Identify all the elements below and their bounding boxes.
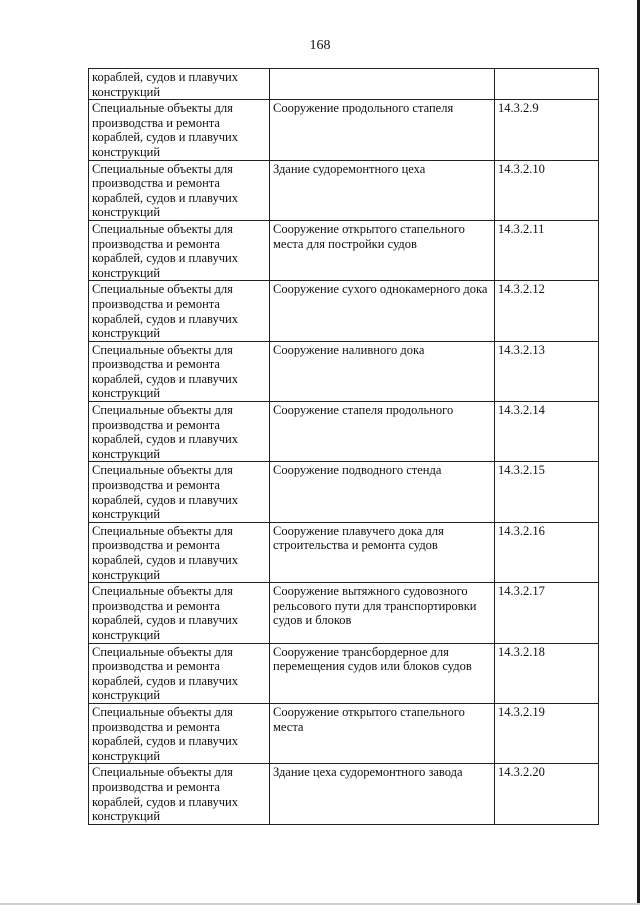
object-name-cell: Сооружение сухого однокамерного дока [270,281,495,341]
category-cell: Специальные объекты для производства и ремонта кораблей, судов и плавучих конструкций [89,220,270,280]
category-cell: Специальные объекты для производства и ремонта кораблей, судов и плавучих конструкций [89,764,270,824]
object-name-cell: Сооружение открытого стапельного места для постройки судов [270,220,495,280]
table-row-continuation [89,69,599,100]
objects-table [88,68,599,825]
object-name-cell: Сооружение плавучего дока для строительства и ремонта судов [270,522,495,582]
table-row [89,643,599,703]
object-code-cell: 14.3.2.14 [495,402,599,462]
object-name-cell: Сооружение трансбордерное для перемещения судов или блоков судов [270,643,495,703]
object-name-cell: Сооружение продольного стапеля [270,100,495,160]
category-cell: Специальные объекты для производства и ремонта кораблей, судов и плавучих конструкций [89,462,270,522]
object-name-cell: Сооружение наливного дока [270,341,495,401]
category-cell: кораблей, судов и плавучих конструкций [89,69,270,100]
object-name-cell: Сооружение открытого стапельного места [270,703,495,763]
table-row [89,583,599,643]
object-name-cell: Сооружение стапеля продольного [270,402,495,462]
object-code-cell: 14.3.2.19 [495,703,599,763]
table-row [89,522,599,582]
category-cell: Специальные объекты для производства и ремонта кораблей, судов и плавучих конструкций [89,402,270,462]
object-code-cell: 14.3.2.20 [495,764,599,824]
table-row [89,462,599,522]
object-code-cell: 14.3.2.13 [495,341,599,401]
category-cell: Специальные объекты для производства и ремонта кораблей, судов и плавучих конструкций [89,160,270,220]
category-cell: Специальные объекты для производства и ремонта кораблей, судов и плавучих конструкций [89,341,270,401]
object-name-cell: Сооружение подводного стенда [270,462,495,522]
object-code-cell: 14.3.2.18 [495,643,599,703]
object-code-cell: 14.3.2.17 [495,583,599,643]
object-name-cell [270,69,495,100]
table-row [89,220,599,280]
table-row [89,764,599,824]
object-code-cell: 14.3.2.12 [495,281,599,341]
object-name-cell: Сооружение вытяжного судовозного рельсового пути для транспортировки судов и блоков [270,583,495,643]
table-row [89,703,599,763]
category-cell: Специальные объекты для производства и ремонта кораблей, судов и плавучих конструкций [89,281,270,341]
table-row [89,100,599,160]
object-name-cell: Здание цеха судоремонтного завода [270,764,495,824]
object-name-cell: Здание судоремонтного цеха [270,160,495,220]
object-code-cell: 14.3.2.9 [495,100,599,160]
page-number: 168 [309,38,331,53]
table-row [89,341,599,401]
object-code-cell: 14.3.2.10 [495,160,599,220]
category-cell: Специальные объекты для производства и ремонта кораблей, судов и плавучих конструкций [89,703,270,763]
object-code-cell: 14.3.2.16 [495,522,599,582]
category-cell: Специальные объекты для производства и ремонта кораблей, судов и плавучих конструкций [89,643,270,703]
category-cell: Специальные объекты для производства и ремонта кораблей, судов и плавучих конструкций [89,522,270,582]
object-code-cell [495,69,599,100]
table-row [89,402,599,462]
table-row [89,281,599,341]
object-code-cell: 14.3.2.11 [495,220,599,280]
table-row [89,160,599,220]
object-code-cell: 14.3.2.15 [495,462,599,522]
category-cell: Специальные объекты для производства и ремонта кораблей, судов и плавучих конструкций [89,100,270,160]
category-cell: Специальные объекты для производства и ремонта кораблей, судов и плавучих конструкций [89,583,270,643]
